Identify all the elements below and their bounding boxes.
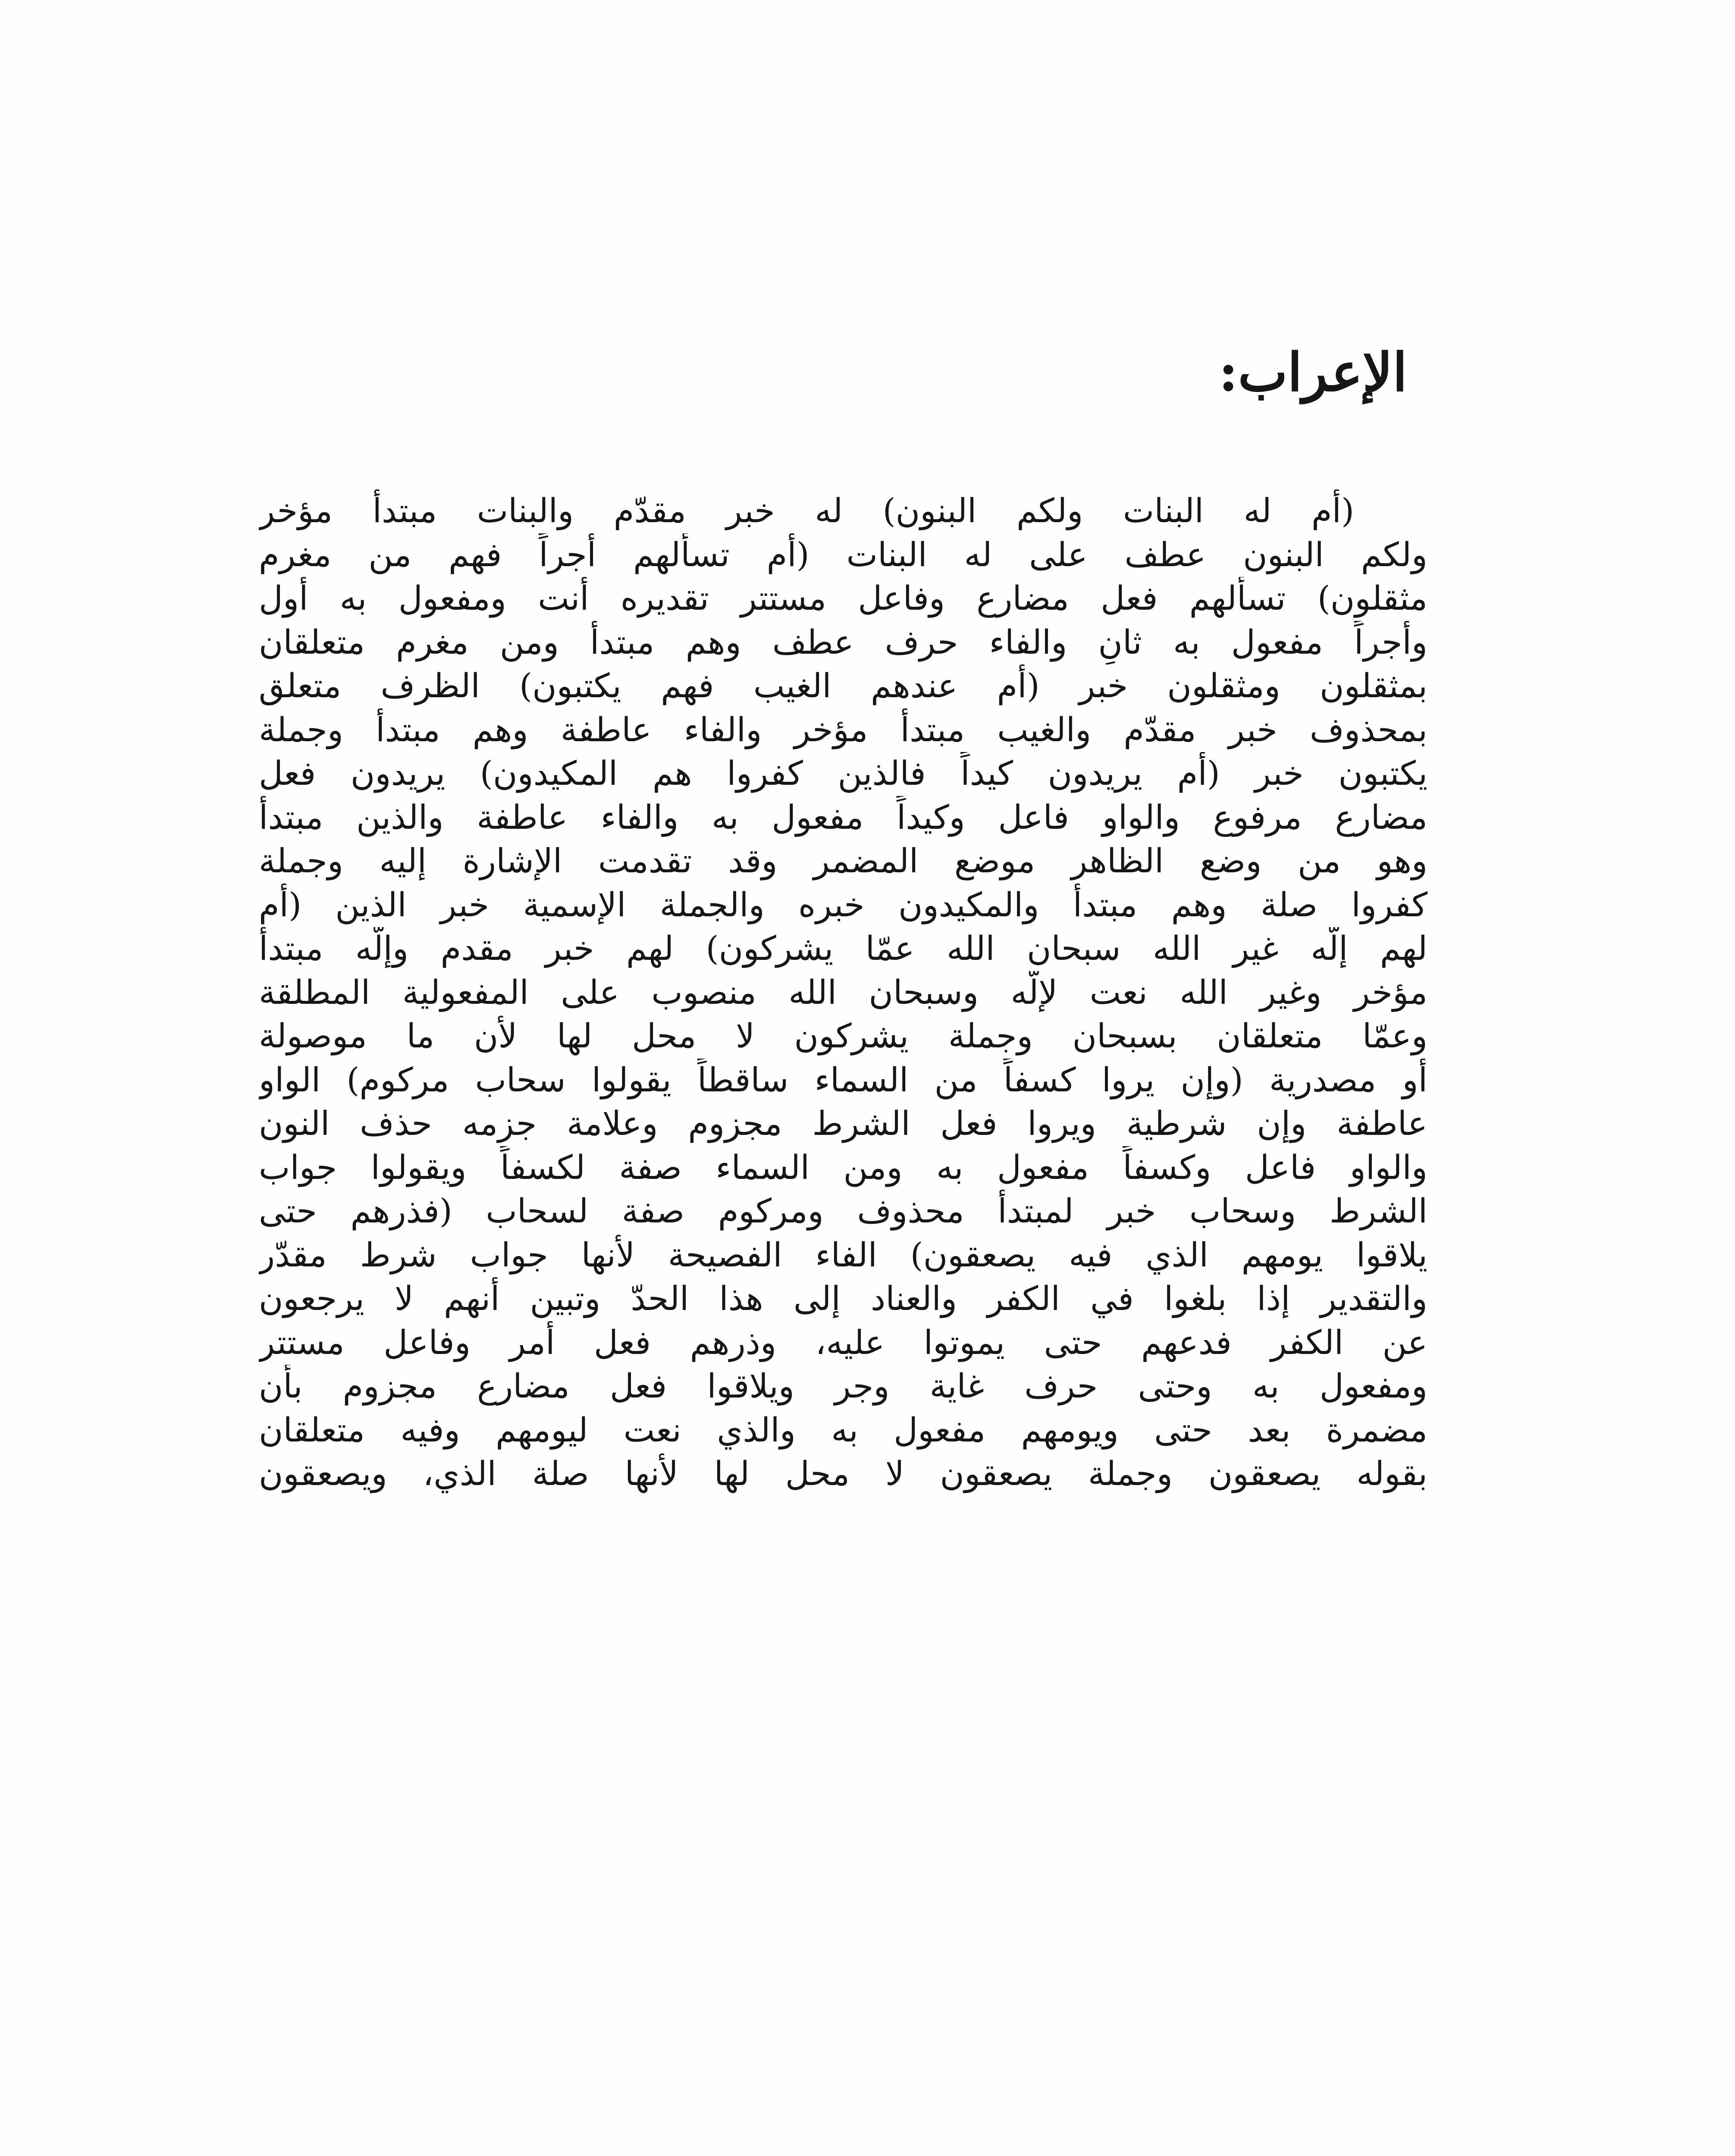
- paragraph-line: بمحذوف خبر مقدّم والغيب مبتدأ مؤخر والفاء عاطفة وهم مبتدأ وجملة: [259, 711, 1428, 749]
- paragraph-line: بقوله يصعقون وجملة يصعقون لا محل لها لأنها صلة الذي، ويصعقون: [259, 1455, 1428, 1493]
- paragraph-line: وأجراً مفعول به ثانٍ والفاء حرف عطف وهم مبتدأ ومن مغرم متعلقان: [259, 623, 1428, 662]
- paragraph-line: وهو من وضع الظاهر موضع المضمر وقد تقدمت الإشارة إليه وجملة: [259, 842, 1428, 881]
- paragraph-line: عن الكفر فدعهم حتى يموتوا عليه، وذرهم فعل أمر وفاعل مستتر: [259, 1323, 1428, 1362]
- paragraph-line: لهم إلّه غير الله سبحان الله عمّا يشركون) لهم خبر مقدم وإلّه مبتدأ: [259, 930, 1428, 968]
- section-heading: الإعراب:: [1218, 341, 1407, 403]
- paragraph-line: الشرط وسحاب خبر لمبتدأ محذوف ومركوم صفة لسحاب (فذرهم حتى: [259, 1192, 1428, 1231]
- paragraph-line: مثقلون) تسألهم فعل مضارع وفاعل مستتر تقديره أنت ومفعول به أول: [259, 580, 1428, 618]
- paragraph-line: (أم له البنات ولكم البنون) له خبر مقدّم والبنات مبتدأ مؤخر: [259, 492, 1354, 530]
- paragraph-line: يكتبون خبر (أم يريدون كيداً فالذين كفروا هم المكيدون) يريدون فعل: [259, 755, 1428, 793]
- paragraph-line: والتقدير إذا بلغوا في الكفر والعناد إلى هذا الحدّ وتبين أنهم لا يرجعون: [259, 1280, 1428, 1318]
- paragraph-line: عاطفة وإن شرطية ويروا فعل الشرط مجزوم وعلامة جزمه حذف النون: [259, 1105, 1428, 1143]
- paragraph-line: ومفعول به وحتى حرف غاية وجر ويلاقوا فعل مضارع مجزوم بأن: [259, 1367, 1428, 1406]
- paragraph-line: مضمرة بعد حتى ويومهم مفعول به والذي نعت ليومهم وفيه متعلقان: [259, 1411, 1428, 1450]
- paragraph-line: ولكم البنون عطف على له البنات (أم تسألهم أجراً فهم من مغرم: [259, 536, 1428, 574]
- paragraph-line: كفروا صلة وهم مبتدأ والمكيدون خبره والجملة الإسمية خبر الذين (أم: [259, 886, 1428, 924]
- paragraph-line: والواو فاعل وكسفاً مفعول به ومن السماء صفة لكسفاً ويقولوا جواب: [259, 1148, 1428, 1187]
- paragraph-line: وعمّا متعلقان بسبحان وجملة يشركون لا محل لها لأن ما موصولة: [259, 1017, 1428, 1056]
- paragraph-line: مضارع مرفوع والواو فاعل وكيداً مفعول به والفاء عاطفة والذين مبتدأ: [259, 798, 1428, 837]
- paragraph-line: يلاقوا يومهم الذي فيه يصعقون) الفاء الفصيحة لأنها جواب شرط مقدّر: [259, 1236, 1428, 1275]
- paragraph-line: مؤخر وغير الله نعت لإلّه وسبحان الله منصوب على المفعولية المطلقة: [259, 973, 1428, 1012]
- paragraph-line: بمثقلون ومثقلون خبر (أم عندهم الغيب فهم يكتبون) الظرف متعلق: [259, 667, 1428, 705]
- analysis-paragraph: [259, 489, 1428, 1496]
- paragraph-line: أو مصدرية (وإن يروا كسفاً من السماء ساقطاً يقولوا سحاب مركوم) الواو: [259, 1061, 1428, 1100]
